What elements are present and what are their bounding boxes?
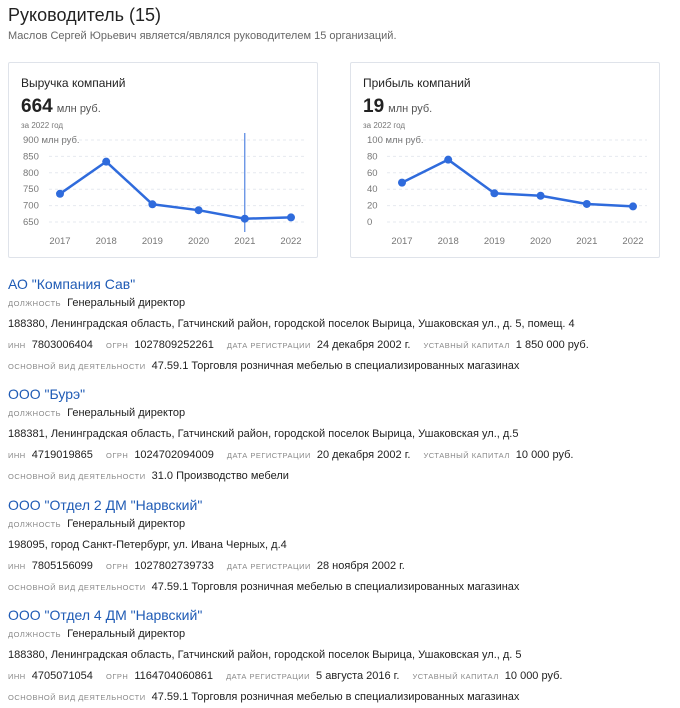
reg-date-label: ДАТА РЕГИСТРАЦИИ: [226, 672, 311, 681]
profit-data-point: [444, 156, 452, 164]
ogrn-label: ОГРН: [105, 672, 129, 681]
activity-value: 31.0 Производство мебели: [151, 470, 289, 482]
org-activity-row: [8, 687, 668, 708]
revenue-line-chart[interactable]: [9, 63, 317, 257]
profit-x-tick: 2020: [530, 236, 552, 247]
position-value: Генеральный директор: [67, 407, 186, 419]
org-entry: [8, 385, 668, 487]
capital-label: УСТАВНЫЙ КАПИТАЛ: [423, 341, 510, 350]
profit-x-tick: 2019: [483, 236, 505, 247]
org-details-row: [8, 556, 668, 577]
revenue-value-unit: млн руб.: [56, 103, 101, 115]
reg-date-value: 20 декабря 2002 г.: [316, 449, 411, 461]
reg-date-label: ДАТА РЕГИСТРАЦИИ: [226, 341, 311, 350]
profit-data-point: [490, 189, 498, 197]
position-label: ДОЛЖНОСТЬ: [8, 409, 62, 418]
inn-value: 4705071054: [31, 670, 93, 682]
ogrn-value: 1024702094009: [134, 449, 214, 461]
activity-label: ОСНОВНОЙ ВИД ДЕЯТЕЛЬНОСТИ: [8, 472, 146, 481]
capital-label: УСТАВНЫЙ КАПИТАЛ: [423, 451, 510, 460]
profit-y-tick: 0: [367, 217, 373, 228]
org-details-row: [8, 445, 668, 466]
org-position-row: [8, 624, 668, 645]
profit-line-chart[interactable]: [351, 63, 659, 257]
activity-label: ОСНОВНОЙ ВИД ДЕЯТЕЛЬНОСТИ: [8, 693, 146, 702]
revenue-x-tick: 2018: [95, 236, 117, 247]
revenue-x-tick: 2020: [188, 236, 210, 247]
profit-y-tick: 20: [367, 200, 378, 212]
reg-date-label: ДАТА РЕГИСТРАЦИИ: [226, 451, 311, 460]
capital-value: 1 850 000 руб.: [515, 339, 589, 351]
capital-label: УСТАВНЫЙ КАПИТАЛ: [412, 672, 499, 681]
org-name-link[interactable]: ООО "Отдел 2 ДМ "Нарвский": [8, 497, 203, 513]
profit-card: [350, 62, 660, 258]
revenue-top-tick: 900 млн руб.: [23, 135, 80, 146]
position-label: ДОЛЖНОСТЬ: [8, 520, 62, 529]
profit-y-tick: 40: [367, 184, 378, 196]
org-address: 188381, Ленинградская область, Гатчинский район, городской поселок Вырица, Ушаковская ул., д.5: [8, 428, 519, 440]
ogrn-label: ОГРН: [105, 341, 129, 350]
profit-x-tick: 2018: [437, 236, 459, 247]
ogrn-value: 1027809252261: [134, 339, 214, 351]
revenue-series-line: [60, 162, 291, 219]
profit-year-note: за 2022 год: [363, 121, 406, 130]
position-label: ДОЛЖНОСТЬ: [8, 630, 62, 639]
profit-data-point: [629, 202, 637, 210]
ogrn-label: ОГРН: [105, 562, 129, 571]
inn-value: 7803006404: [31, 339, 93, 351]
revenue-y-tick: 650: [23, 217, 39, 228]
revenue-y-tick: 700: [23, 200, 39, 212]
profit-y-tick: 60: [367, 167, 378, 179]
position-value: Генеральный директор: [67, 518, 186, 530]
org-entry: [8, 606, 668, 708]
profit-x-tick: 2021: [576, 236, 598, 247]
reg-date-label: ДАТА РЕГИСТРАЦИИ: [226, 562, 311, 571]
reg-date-value: 5 августа 2016 г.: [316, 670, 400, 682]
revenue-year-note: за 2022 год: [21, 121, 64, 130]
page-title: Руководитель (15): [8, 5, 161, 25]
revenue-x-tick: 2017: [49, 236, 71, 247]
revenue-data-point: [102, 158, 110, 166]
revenue-data-point: [56, 190, 64, 198]
profit-value-number: 19: [363, 96, 385, 117]
profit-data-point: [583, 200, 591, 208]
capital-value: 10 000 руб.: [504, 670, 563, 682]
position-value: Генеральный директор: [67, 628, 186, 640]
profit-data-point: [398, 179, 406, 187]
reg-date-value: 24 декабря 2002 г.: [316, 339, 411, 351]
revenue-y-tick: 850: [23, 151, 39, 163]
ogrn-label: ОГРН: [105, 451, 129, 460]
revenue-data-point: [148, 200, 156, 208]
inn-label: ИНН: [8, 672, 26, 681]
ogrn-value: 1164704060861: [134, 670, 214, 682]
profit-x-tick: 2022: [622, 236, 644, 247]
org-activity-row: [8, 577, 668, 598]
reg-date-value: 28 ноября 2002 г.: [316, 560, 405, 572]
org-address: 188380, Ленинградская область, Гатчинский район, городской поселок Вырица, Ушаковская ул., д. 5: [8, 649, 522, 661]
revenue-y-tick: 800: [23, 167, 39, 179]
ogrn-value: 1027802739733: [134, 560, 214, 572]
profit-top-tick: 100 млн руб.: [367, 135, 424, 146]
activity-value: 47.59.1 Торговля розничная мебелью в специализированных магазинах: [151, 360, 520, 372]
inn-label: ИНН: [8, 562, 26, 571]
profit-value-unit: млн руб.: [388, 103, 433, 115]
org-name-link[interactable]: ООО "Бурэ": [8, 386, 86, 402]
org-entry: [8, 496, 668, 598]
inn-label: ИНН: [8, 451, 26, 460]
inn-value: 4719019865: [31, 449, 93, 461]
position-label: ДОЛЖНОСТЬ: [8, 299, 62, 308]
activity-label: ОСНОВНОЙ ВИД ДЕЯТЕЛЬНОСТИ: [8, 583, 146, 592]
activity-label: ОСНОВНОЙ ВИД ДЕЯТЕЛЬНОСТИ: [8, 362, 146, 371]
org-address: 198095, город Санкт-Петербург, ул. Ивана Черных, д.4: [8, 539, 287, 551]
revenue-card: [8, 62, 318, 258]
org-position-row: [8, 403, 668, 424]
revenue-card-title: Выручка компаний: [21, 76, 126, 90]
profit-series-line: [402, 160, 633, 207]
org-name-link[interactable]: ООО "Отдел 4 ДМ "Нарвский": [8, 607, 203, 623]
revenue-value-number: 664: [21, 96, 53, 117]
revenue-x-tick: 2019: [141, 236, 163, 247]
profit-data-point: [537, 192, 545, 200]
activity-value: 47.59.1 Торговля розничная мебелью в специализированных магазинах: [151, 581, 520, 593]
org-activity-row: [8, 466, 668, 487]
org-entry: [8, 275, 668, 377]
revenue-x-tick: 2021: [234, 236, 256, 247]
org-address: 188380, Ленинградская область, Гатчинский район, городской поселок Вырица, Ушаковская ул., д. 5, помещ. 4: [8, 318, 575, 330]
position-value: Генеральный директор: [67, 297, 186, 309]
page-subtitle: Маслов Сергей Юрьевич является/являлся руководителем 15 организаций.: [8, 30, 397, 42]
org-name-link[interactable]: АО "Компания Сав": [8, 276, 136, 292]
activity-value: 47.59.1 Торговля розничная мебелью в специализированных магазинах: [151, 691, 520, 703]
revenue-x-tick: 2022: [280, 236, 302, 247]
profit-y-tick: 80: [367, 151, 378, 163]
profit-x-tick: 2017: [391, 236, 413, 247]
org-activity-row: [8, 356, 668, 377]
org-details-row: [8, 666, 668, 687]
capital-value: 10 000 руб.: [515, 449, 574, 461]
profit-card-title: Прибыль компаний: [363, 76, 471, 90]
revenue-y-tick: 750: [23, 184, 39, 196]
org-position-row: [8, 514, 668, 535]
revenue-data-point: [287, 213, 295, 221]
inn-label: ИНН: [8, 341, 26, 350]
revenue-data-point: [195, 206, 203, 214]
revenue-data-point: [241, 215, 249, 223]
org-position-row: [8, 293, 668, 314]
org-details-row: [8, 335, 668, 356]
inn-value: 7805156099: [31, 560, 93, 572]
